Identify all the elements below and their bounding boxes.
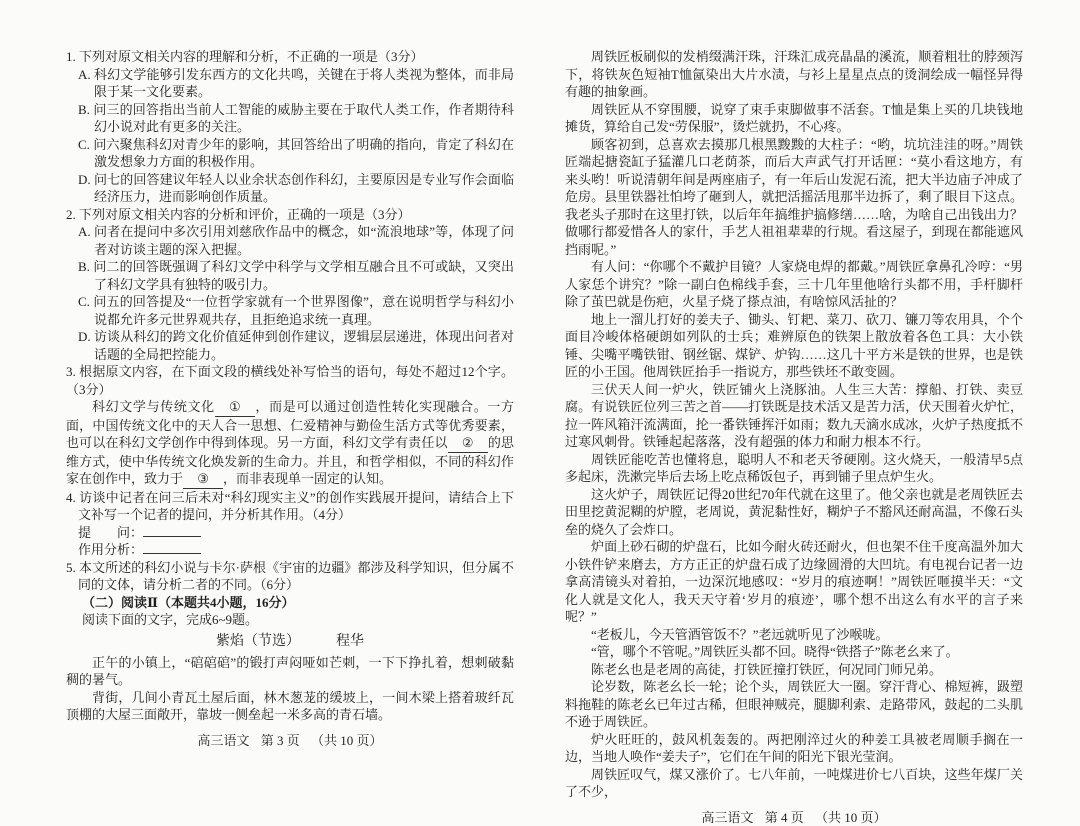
- q2-option-d: D. 访谈从科幻的跨文化价值延伸到创作建议，逻辑层层递进，体现出问者对话题的全局把控能力。: [66, 328, 514, 363]
- q3-text: ，而非表现单一固定的认知。: [223, 471, 392, 486]
- section-instruction: 阅读下面的文字，完成6~9题。: [66, 611, 514, 629]
- footer-subject: 高三语文: [197, 733, 249, 748]
- question-3-stem: 3. 根据原文内容，在下面文段的横线处补写恰当的语句，每处不超过12个字。（3分）: [66, 363, 514, 398]
- passage-paragraph: 炉面上砂石砌的炉盘石，比如今耐火砖还耐火，但也架不住千度高温外加大小铁件铲来磨去，方方正正的炉盘石成了边缘圆滑的大凹坑。有电视台记者一边拿高清镜头对着拍，一边深沉地感叹：“岁月的痕迹啊！”周铁匠咂摸半天：“文化人就是文化人，我天天守着‘岁月的痕迹’，哪个想不出这么有水平的言子来呢？”: [565, 538, 1023, 626]
- passage-paragraph: “管，哪个不管呢。”周铁匠头都不回。晓得“铁搭子”陈老幺来了。: [565, 643, 1023, 661]
- q4-question-label: 提 问：: [78, 525, 143, 540]
- q3-blank-3: ③: [183, 470, 223, 489]
- q3-blank-1: ①: [215, 398, 255, 417]
- right-exam-page: [565, 48, 1023, 801]
- q3-blank-2: ②: [448, 434, 488, 453]
- right-page-column: [565, 48, 1023, 826]
- left-page-column: [66, 48, 514, 749]
- q2-option-c: C. 问五的回答提及“一位哲学家就有一个世界图像”，意在说明哲学与科幻小说都允许多元世界观共存，且拒绝追求统一真理。: [66, 293, 514, 328]
- passage-author: 程华: [336, 634, 364, 649]
- answer-line: [143, 541, 201, 554]
- q1-option-c: C. 问六聚焦科幻对青少年的影响，其回答给出了明确的指向，肯定了科幻在激发想象力方面的积极作用。: [66, 136, 514, 171]
- q3-fill-in-passage: [66, 398, 514, 489]
- passage-paragraph: 地上一溜儿打好的姜夫子、锄头、钉耙、菜刀、砍刀、镰刀等农用具，个个面目冷峻体格硬朗如列队的士兵；难辨原色的铁架上散放着各色工具：大小铁锤、尖嘴平嘴铁钳、钢丝锯、煤铲、炉钩……这几十平方米是铁的世界，也是铁匠的小王国。他周铁匠抬手一指说方，那些铁坯不敢变圆。: [565, 311, 1023, 381]
- right-page-footer: [565, 801, 1023, 826]
- passage-paragraph: 周铁匠能吃苦也懂将息，聪明人不和老天爷硬刚。这火烧天，一般清早5点多起床，洗漱完毕后去场上吃点稀饭包子，再到铺子里点炉生火。: [565, 451, 1023, 486]
- passage-paragraph: 炉火旺旺的，鼓风机轰轰的。两把刚淬过火的种姜工具被老周顺手搁在一边，当地人唤作“姜夫子”，它们在午间的阳光下银光莹润。: [565, 731, 1023, 766]
- passage-paragraph: 正午的小镇上，“䃔䃔䃔”的锻打声闷哑如芒刺，一下下挣扎着，想刺破黏稠的暑气。: [66, 654, 514, 689]
- q3-text: ，而是可以通过创造性转化实现融合。一方面，中国传统文化中的天人合一思想、仁爱精神与勤俭生活方式等优秀要素，也可以在科幻文学创作中得到体现。另一方面，科幻文学有责任以: [66, 399, 514, 450]
- passage-paragraph: 背街，几间小青瓦土屋后面，林木葱茏的缓坡上，一间木梁上搭着玻纤瓦顶棚的大屋三面敞开，靠坡一侧垒起一米多高的青石墙。: [66, 689, 514, 724]
- question-4-stem: 4. 访谈中记者在问三后未对“科幻现实主义”的创作实践展开提问，请结合上下文补写一个记者的提问，并分析其作用。（4分）: [66, 489, 514, 524]
- q2-option-a: A. 问者在提问中多次引用刘慈欣作品中的概念，如“流浪地球”等，体现了问者对访谈主题的深入把握。: [66, 223, 514, 258]
- passage-paragraph: 三伏天人间一炉火，铁匠铺火上浇豚油。人生三大苦：撑船、打铁、卖豆腐。有说铁匠位列三苦之首——打铁既是技术活又是苦力活，伏天围着火炉忙，拉一阵风箱汗流满面，抡一番铁锤挥汗如雨；数九天滴水成冰，火炉子热度抵不过寒风刺骨。铁锤起起落落，没有超强的体力和耐力根本不行。: [565, 381, 1023, 451]
- left-exam-page: [66, 48, 514, 724]
- footer-total-pages: （共 10 页）: [815, 810, 887, 825]
- footer-page-number: 第 4 页: [765, 810, 804, 825]
- question-5-stem: 5. 本文所述的科幻小说与卡尔·萨根《宇宙的边疆》都涉及科学知识，但分属不同的文体，请分析二者的不同。（6分）: [66, 559, 514, 594]
- passage-paragraph: 顾客初到，总喜欢去摸那几根黑黢黢的大柱子：“哟，坑坑洼洼的呀。”周铁匠端起搪瓷缸子猛灌几口老荫茶，而后大声武气打开话匣：“莫小看这地方，有来头哟！听说清朝年间是两座庙子，有一年后山发泥石流，把大半边庙子冲成了危房。县里铁器社怕垮了砸到人，就把活摇活甩那半边拆了，剩了眼目下这点。我老头子那时在这里打铁，以后年年搞维护搞修缮……啥，为啥自己出钱出力？做哪行都爱惜各人的家什，手艺人祖祖辈辈的行规。看这屋子，到现在都能遮风挡雨呢。”: [565, 136, 1023, 259]
- answer-line: [143, 524, 201, 537]
- passage-title: 紫焰（节选）: [216, 634, 300, 649]
- footer-subject: 高三语文: [701, 810, 753, 825]
- question-1-stem: 1. 下列对原文相关内容的理解和分析，不正确的一项是（3分）: [66, 48, 514, 66]
- footer-total-pages: （共 10 页）: [311, 733, 383, 748]
- passage-title-line: [66, 632, 514, 651]
- q4-answer-analysis: [66, 541, 514, 559]
- q3-text: 的思维方式，使中华传统文化焕发新的生命力。并且，和哲学相似，不同的科幻作家在创作中，致力于: [66, 435, 514, 486]
- q3-text: 科幻文学与传统文化: [92, 399, 215, 414]
- q1-option-a: A. 科幻文学能够引发东西方的文化共鸣，关键在于将人类视为整体，而非局限于某一文化要素。: [66, 66, 514, 101]
- footer-page-number: 第 3 页: [261, 733, 300, 748]
- q4-answer-question: [66, 524, 514, 542]
- passage-paragraph: 周铁匠从不穿围腰，说穿了束手束脚做事不活套。T恤是集上买的几块钱地摊货，算给自己发“劳保服”，烫烂就扔，不心疼。: [565, 101, 1023, 136]
- passage-paragraph: “老板儿，今天管酒管饭不？”老远就听见了沙喉咙。: [565, 626, 1023, 644]
- passage-paragraph: 周铁匠叹气，煤又涨价了。七八年前，一吨煤进价七八百块，这些年煤厂关了不少，: [565, 766, 1023, 801]
- question-2-stem: 2. 下列对原文相关内容的分析和评价，正确的一项是（3分）: [66, 206, 514, 224]
- q1-option-b: B. 问三的回答指出当前人工智能的威胁主要在于取代人类工作，作者期待科幻小说对此有更多的关注。: [66, 101, 514, 136]
- q1-option-d: D. 问七的回答建议年轻人以业余状态创作科幻，主要原因是专业写作会面临经济压力，进而影响创作质量。: [66, 171, 514, 206]
- section-heading: （二）阅读Ⅱ（本题共4小题，16分）: [66, 594, 514, 612]
- left-page-footer: [66, 724, 514, 750]
- passage-paragraph: 周铁匠板刷似的发梢缀满汗珠，汗珠汇成亮晶晶的溪流，顺着粗壮的脖颈泻下，将铁灰色短袖T恤氤染出大片水渍，与衫上星星点点的烫洞绘成一幅怪异得有趣的抽象画。: [565, 48, 1023, 101]
- passage-paragraph: 陈老幺也是老周的高徒，打铁匠撞打铁匠，何况同门师兄弟。: [565, 661, 1023, 679]
- q4-analysis-label: 作用分析：: [78, 542, 143, 557]
- passage-paragraph: 这火炉子，周铁匠记得20世纪70年代就在这里了。他父亲也就是老周铁匠去田里挖黄泥糊的炉膛，老周说，黄泥黏性好，糊炉子不豁风还耐高温，不像石头垒的烧久了会炸口。: [565, 486, 1023, 539]
- q2-option-b: B. 问二的回答既强调了科幻文学中科学与文学相互融合且不可或缺，又突出了科幻文学具有独特的吸引力。: [66, 258, 514, 293]
- passage-paragraph: 有人问：“你哪个不戴护目镜？人家烧电焊的都戴。”周铁匠拿鼻孔冷哼：“男人家恁个讲究？”除一副白色棉线手套，三十几年里他啥行头都不用，手杆脚杆除了茧巴就是伤疤，火星子烧了搽点油，有啥惊风活扯的？: [565, 258, 1023, 311]
- passage-paragraph: 论岁数，陈老幺长一轮；论个头，周铁匠大一圈。穿汗背心、棉短裤，趿塑料拖鞋的陈老幺已年过古稀，但眼神贼亮，腿脚利索、走路带风，鼓起的二头肌不逊于周铁匠。: [565, 678, 1023, 731]
